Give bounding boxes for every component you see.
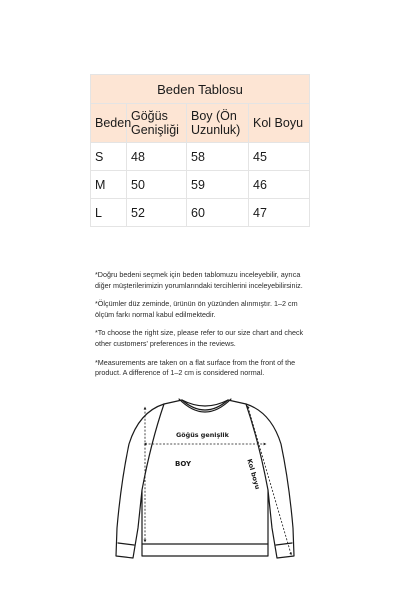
table-cell: 47 xyxy=(249,199,310,227)
table-cell: 50 xyxy=(127,171,187,199)
table-row xyxy=(91,143,310,171)
table-cell: S xyxy=(91,143,127,171)
table-cell: 60 xyxy=(187,199,249,227)
sweatshirt-illustration xyxy=(105,378,305,578)
size-notes xyxy=(95,270,313,387)
size-table xyxy=(90,74,310,227)
note-en-measurement: *Measurements are taken on a flat surface from the front of the product. A difference of 1–2 cm is considered normal. xyxy=(95,357,296,378)
neckline xyxy=(182,400,228,410)
note-tr-measurement: *Ölçümler düz zeminde, ürünün ön yüzünden alınmıştır. 1–2 cm ölçüm farkı normal kabul edilmektedir. xyxy=(95,299,298,319)
table-cell: M xyxy=(91,171,127,199)
column-header-chest: Göğüs Genişliği xyxy=(127,104,187,143)
table-title: Beden Tablosu xyxy=(91,75,310,104)
table-row xyxy=(91,199,310,227)
table-cell: 48 xyxy=(127,143,187,171)
table-cell: 59 xyxy=(187,171,249,199)
measurement-diagram xyxy=(105,378,305,578)
chest-width-label: Göğüs genişlik xyxy=(176,431,229,439)
note-en-choose-size: *To choose the right size, please refer to our size chart and check other customers' preferences in the reviews. xyxy=(95,328,304,348)
table-row xyxy=(91,171,310,199)
sleeve-length-label: Kol boyu xyxy=(245,458,262,491)
table-cell: L xyxy=(91,199,127,227)
note-tr-choose-size: *Doğru bedeni seçmek için beden tablomuzu inceleyebilir, ayrıca diğer müşterilerimizin yorumlarındaki tercihlerini inceleyebilirsiniz. xyxy=(95,270,303,290)
column-header-length: Boy (Ön Uzunluk) xyxy=(187,104,249,143)
table-cell: 52 xyxy=(127,199,187,227)
column-header-sleeve: Kol Boyu xyxy=(249,104,310,143)
column-header-size: Beden xyxy=(91,104,127,143)
table-cell: 58 xyxy=(187,143,249,171)
body-length-label: BOY xyxy=(175,460,192,468)
sweatshirt-outline xyxy=(116,400,294,558)
table-cell: 46 xyxy=(249,171,310,199)
table-cell: 45 xyxy=(249,143,310,171)
